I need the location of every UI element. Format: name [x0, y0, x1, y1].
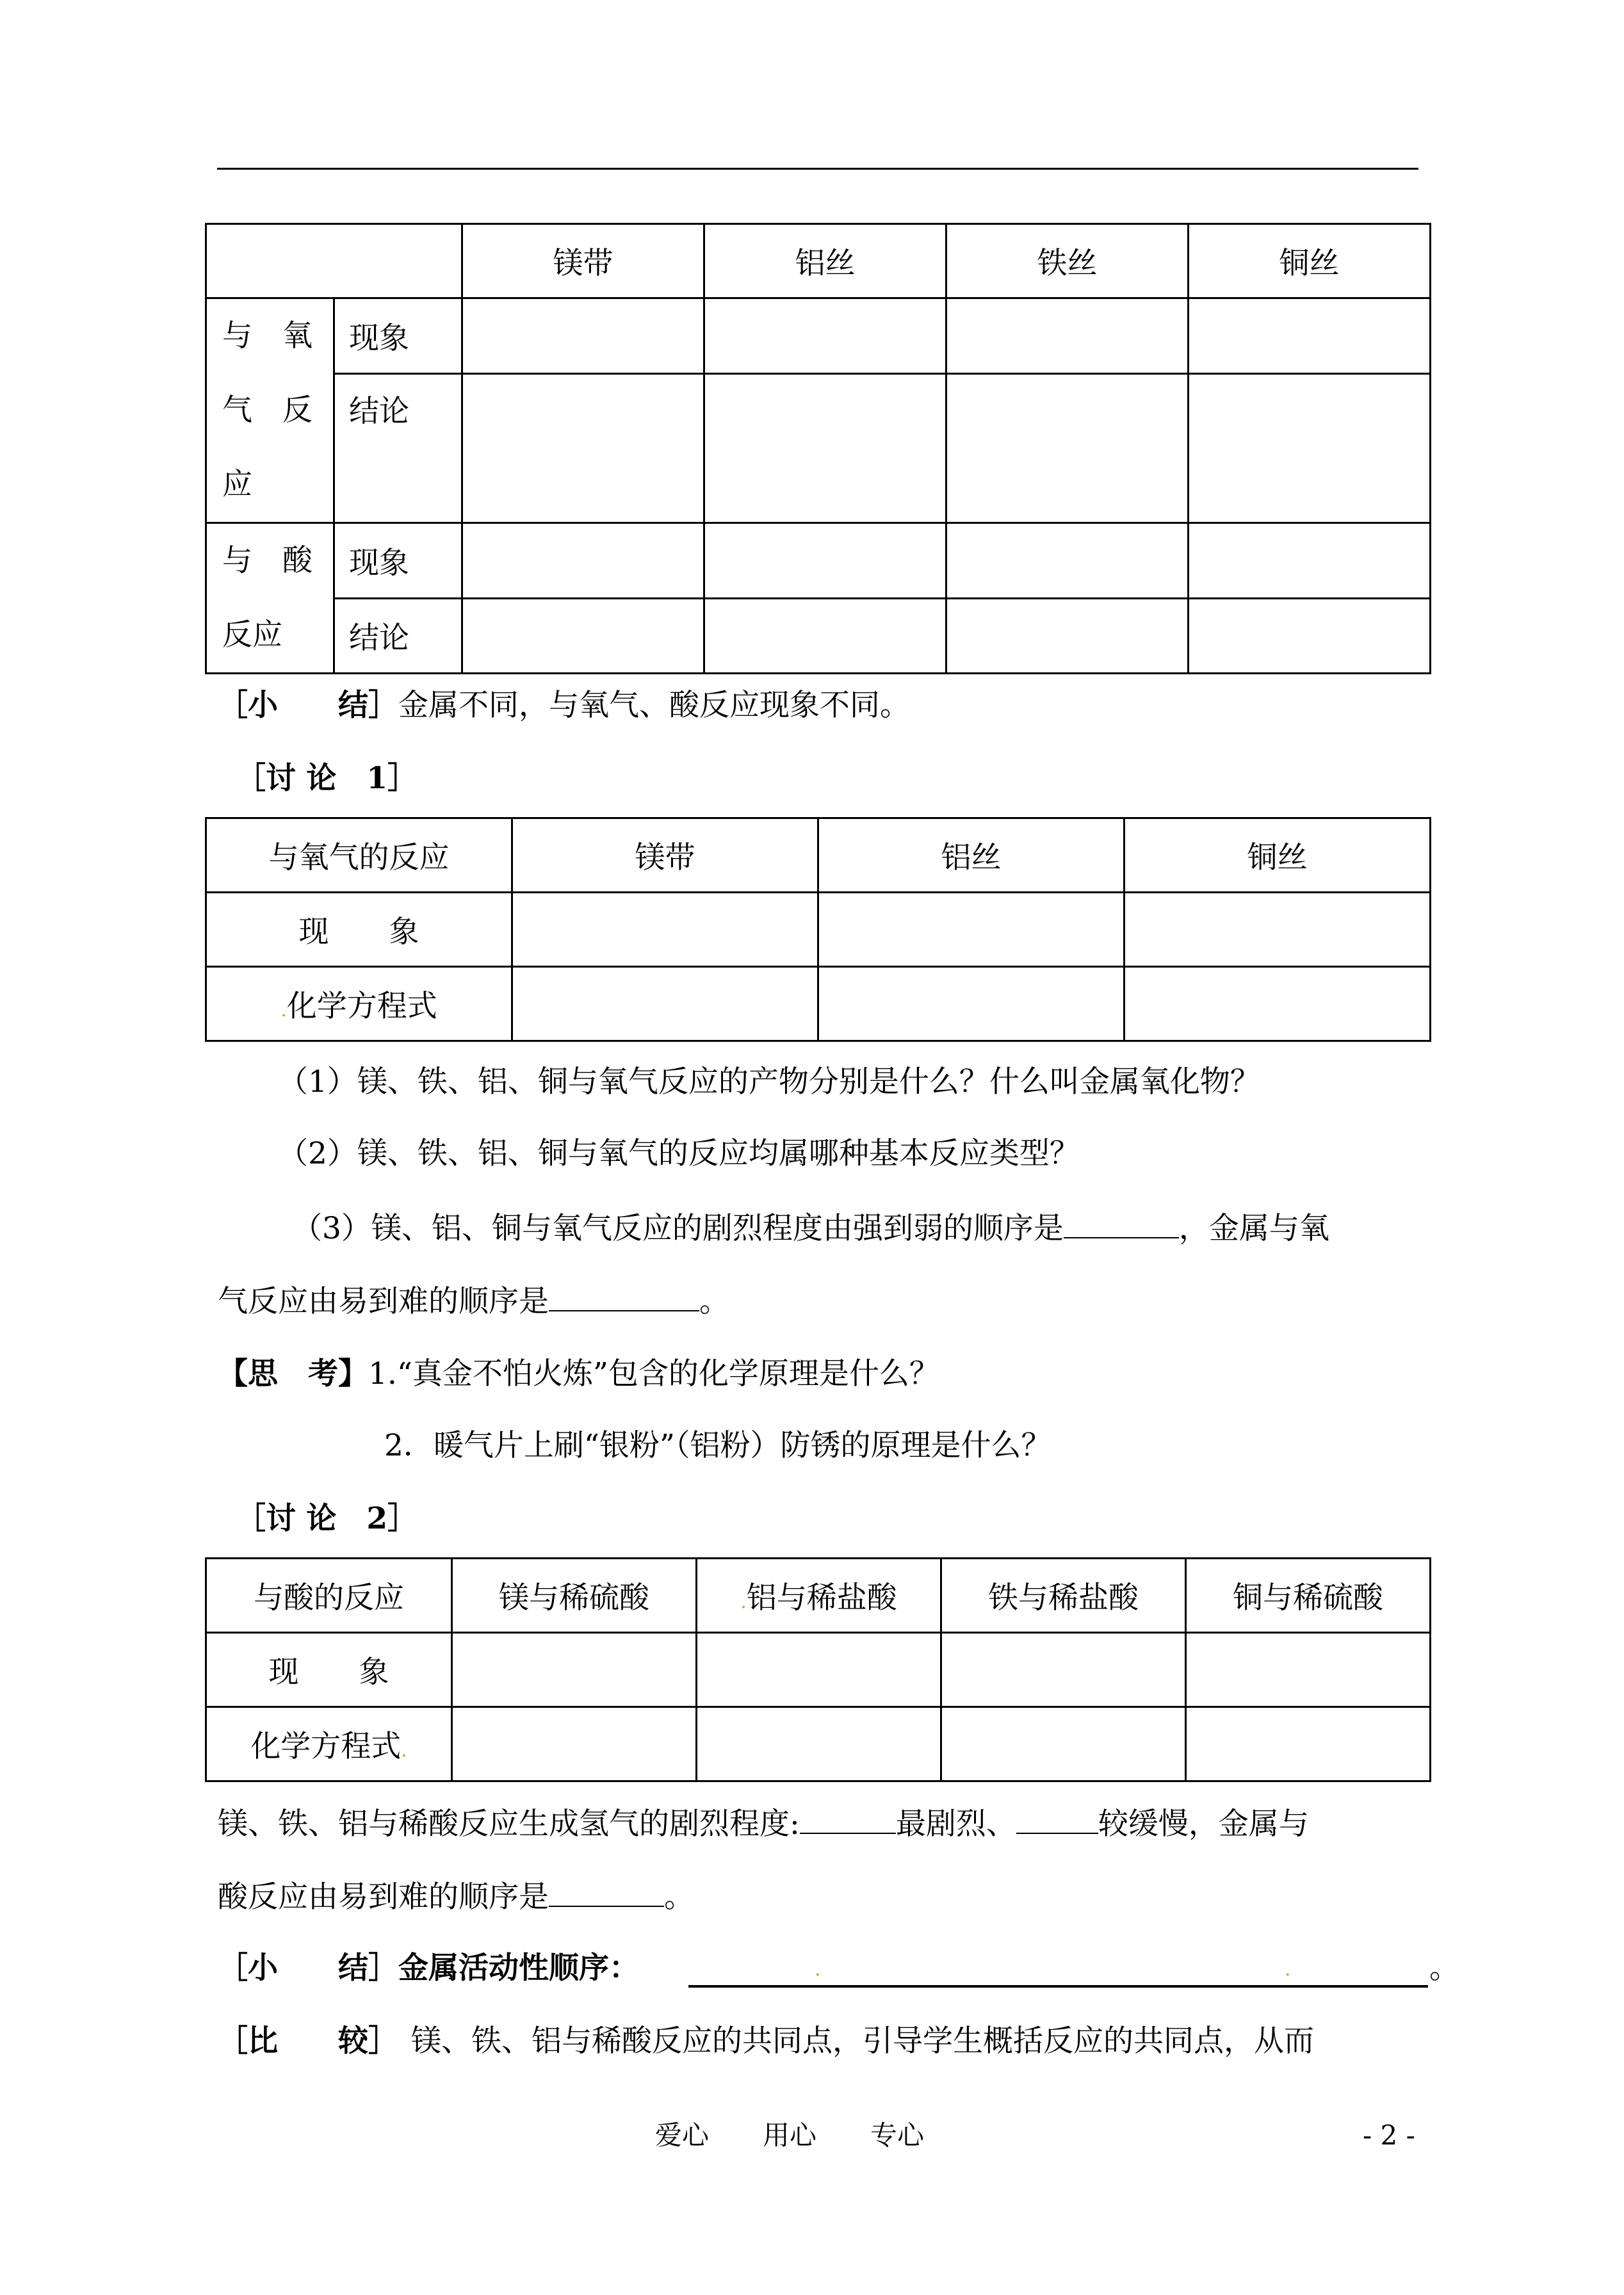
- question-3-tail-2: 。: [699, 1284, 729, 1319]
- acid-paragraph-line-2: [218, 1876, 694, 1917]
- header-rule: [217, 168, 1418, 170]
- acid-paragraph-line-1: [218, 1803, 1309, 1844]
- row-label-equation-text: 化学方程式: [250, 1729, 402, 1764]
- think-item-2: 2．暖气片上刷“银粉”（铝粉）防锈的原理是什么？: [384, 1428, 1052, 1463]
- question-2: （2）镁、铁、铝、铜与氧气的反应均属哪种基本反应类型？: [278, 1136, 1080, 1171]
- answer-blank: [800, 1803, 896, 1834]
- row-label-phenomenon: 现 象: [206, 1633, 452, 1707]
- acid-reaction-table: [205, 1557, 1431, 1782]
- table-cell: [512, 967, 818, 1041]
- marker-dot: .: [280, 999, 287, 1021]
- discussion-2-title: ［讨 论 2］: [236, 1501, 418, 1536]
- table-cell: [452, 1707, 697, 1781]
- table-cell: [704, 373, 946, 523]
- acid-text-b: 最剧烈、: [895, 1806, 1016, 1842]
- table3-header: [697, 1559, 941, 1633]
- table-cell: [1189, 598, 1431, 674]
- table3-header: 铁与稀盐酸: [941, 1559, 1186, 1633]
- table-cell: [941, 1633, 1186, 1707]
- answer-blank: [549, 1876, 664, 1907]
- table-cell: [946, 298, 1189, 374]
- summary-2-label: ［小 结］: [218, 1950, 398, 1986]
- marker-dot: .: [815, 1958, 821, 1981]
- answer-blank: [1016, 1803, 1098, 1834]
- answer-blank: [549, 1281, 699, 1311]
- table-cell: [941, 1707, 1186, 1781]
- table2-header: 与氧气的反应: [206, 818, 512, 893]
- question-3-text-2: 气反应由易到难的顺序是: [218, 1284, 549, 1319]
- group-acid-line: 与 酸: [222, 543, 313, 578]
- row-label-conclusion: 结论: [334, 373, 462, 523]
- group-oxygen-line: 气 反: [222, 393, 313, 428]
- row-label-phenomenon: 现象: [334, 523, 462, 599]
- table-cell: [946, 523, 1189, 599]
- table-cell: [704, 298, 946, 374]
- table2-header: 铝丝: [818, 818, 1125, 893]
- oxygen-reaction-table: [205, 817, 1431, 1042]
- group-oxygen-label: [206, 298, 334, 523]
- think-item-1-text: 1.“真金不怕火炼”包含的化学原理是什么？: [368, 1356, 939, 1391]
- row-label-phenomenon: 现 象: [206, 893, 512, 967]
- discussion-1-title: ［讨 论 1］: [236, 761, 418, 796]
- acid-text-e: 。: [664, 1879, 694, 1915]
- footer-motto: 爱心 用心 专心: [655, 2120, 925, 2151]
- metal-reaction-table: [205, 223, 1431, 674]
- table-cell: [697, 1707, 941, 1781]
- group-acid-line: 反应: [222, 617, 282, 653]
- summary-2: [218, 1949, 639, 1988]
- row-label-conclusion: 结论: [334, 598, 462, 674]
- think-label: 【思 考】: [218, 1356, 368, 1391]
- summary-2-tail: 。: [1429, 1950, 1459, 1986]
- table-cell: [1189, 298, 1431, 374]
- row-label-equation-text: 化学方程式: [286, 989, 437, 1024]
- table2-header: 镁带: [512, 818, 818, 893]
- table-cell: [704, 523, 946, 599]
- table-cell: [452, 1633, 697, 1707]
- row-label-phenomenon: 现象: [334, 298, 462, 374]
- row-label-equation: [206, 1707, 452, 1781]
- compare-line: [218, 2022, 1314, 2061]
- table-cell: [697, 1633, 941, 1707]
- marker-dot: .: [1285, 1958, 1291, 1981]
- table1-header: 铝丝: [704, 224, 946, 298]
- group-acid-label: [206, 523, 334, 674]
- answer-blank: [1064, 1208, 1179, 1238]
- question-3-text: （3）镁、铝、铜与氧气反应的剧烈程度由强到弱的顺序是: [292, 1211, 1064, 1246]
- table-cell: [462, 373, 704, 523]
- acid-text-c: 较缓慢，金属与: [1098, 1806, 1309, 1842]
- table3-header: 与酸的反应: [206, 1559, 452, 1633]
- row-label-equation: [206, 967, 512, 1041]
- table-cell: [1125, 893, 1431, 967]
- table-cell: [462, 598, 704, 674]
- table-cell: [704, 598, 946, 674]
- table-cell: [946, 598, 1189, 674]
- page-number: - 2 -: [1363, 2120, 1415, 2151]
- summary-2-text: 金属活动性顺序：: [398, 1950, 639, 1986]
- question-3-line-2: [218, 1281, 729, 1321]
- summary-1-text: 金属不同，与氧气、酸反应现象不同。: [398, 688, 910, 723]
- table3-header-text: 铝与稀盐酸: [746, 1580, 897, 1616]
- compare-text: 镁、铁、铝与稀酸反应的共同点，引导学生概括反应的共同点，从而: [411, 2023, 1314, 2059]
- table1-header: 镁带: [462, 224, 704, 298]
- marker-dot: .: [401, 1739, 407, 1762]
- table1-header: 铁丝: [946, 224, 1189, 298]
- table2-header: 铜丝: [1125, 818, 1431, 893]
- question-3-tail: ，金属与氧: [1178, 1211, 1329, 1246]
- table-cell: [512, 893, 818, 967]
- activity-series-blank: [688, 1985, 1428, 1988]
- table-cell: [1186, 1633, 1431, 1707]
- table3-header: 铜与稀硫酸: [1186, 1559, 1431, 1633]
- marker-dot: .: [740, 1591, 747, 1613]
- table1-corner: [206, 224, 462, 298]
- compare-label: ［比 较］: [218, 2023, 398, 2059]
- table1-header: 铜丝: [1189, 224, 1431, 298]
- table-cell: [1189, 373, 1431, 523]
- table-cell: [1186, 1707, 1431, 1781]
- summary-1: [218, 686, 910, 725]
- acid-text-a: 镁、铁、铝与稀酸反应生成氢气的剧烈程度:: [218, 1806, 800, 1842]
- table-cell: [1189, 523, 1431, 599]
- question-1: （1）镁、铁、铝、铜与氧气反应的产物分别是什么？什么叫金属氧化物？: [278, 1064, 1260, 1099]
- table-cell: [462, 298, 704, 374]
- table-cell: [1125, 967, 1431, 1041]
- group-oxygen-line: 应: [222, 467, 252, 502]
- table-cell: [462, 523, 704, 599]
- question-3-line-1: [292, 1208, 1329, 1248]
- summary-1-label: ［小 结］: [218, 688, 398, 723]
- table-cell: [946, 373, 1189, 523]
- acid-text-d: 酸反应由易到难的顺序是: [218, 1879, 549, 1915]
- table3-header: 镁与稀硫酸: [452, 1559, 697, 1633]
- table-cell: [818, 893, 1125, 967]
- table-cell: [818, 967, 1125, 1041]
- think-item-1: [218, 1355, 939, 1393]
- group-oxygen-line: 与 氧: [222, 318, 313, 353]
